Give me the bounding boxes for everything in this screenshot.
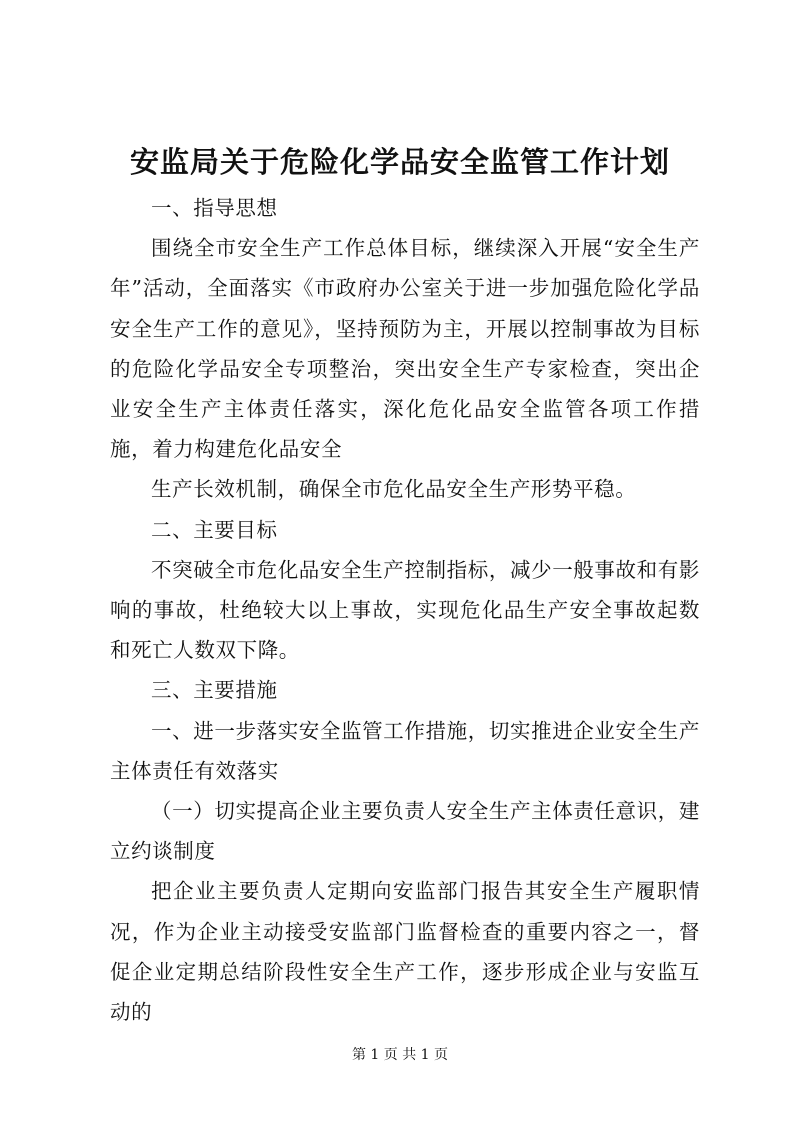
- section-heading-guiding-thought: 一、指导思想: [151, 196, 278, 220]
- document-body: [110, 188, 700, 1032]
- page-footer: 第 1 页 共 1 页: [351, 1047, 449, 1063]
- document-title: 安监局关于危险化学品安全监管工作计划: [129, 145, 670, 179]
- section-heading-main-goals: 二、主要目标: [151, 517, 278, 542]
- paragraph: 把企业主要负责人定期向安监部门报告其安全生产履职情况，作为企业主动接受安监部门监督检查的重要内容之一，督促企业定期总结阶段性安全生产工作，逐步形成企业与安监互动的: [110, 879, 700, 1025]
- paragraph: 生产长效机制，确保全市危化品安全生产形势平稳。: [151, 477, 637, 502]
- subsection-heading: 一、进一步落实安全监管工作措施，切实推进企业安全生产主体责任有效落实: [110, 718, 700, 783]
- subsection-heading: （一）切实提高企业主要负责人安全生产主体责任意识，建立约谈制度: [110, 799, 700, 864]
- paragraph: 围绕全市安全生产工作总体目标，继续深入开展“安全生产年”活动，全面落实《市政府办公室关于进一步加强危险化学品安全生产工作的意见》，坚持预防为主，开展以控制事故为目标的危险化学品安全专项整治，突出安全生产专家检查，突出企业安全生产主体责任落实，深化危化品安全监管各项工作措施，着力构建危化品安全: [110, 236, 700, 462]
- paragraph: 不突破全市危化品安全生产控制指标，减少一般事故和有影响的事故，杜绝较大以上事故，实现危化品生产安全事故起数和死亡人数双下降。: [110, 557, 700, 663]
- section-heading-main-measures: 三、主要措施: [151, 678, 278, 703]
